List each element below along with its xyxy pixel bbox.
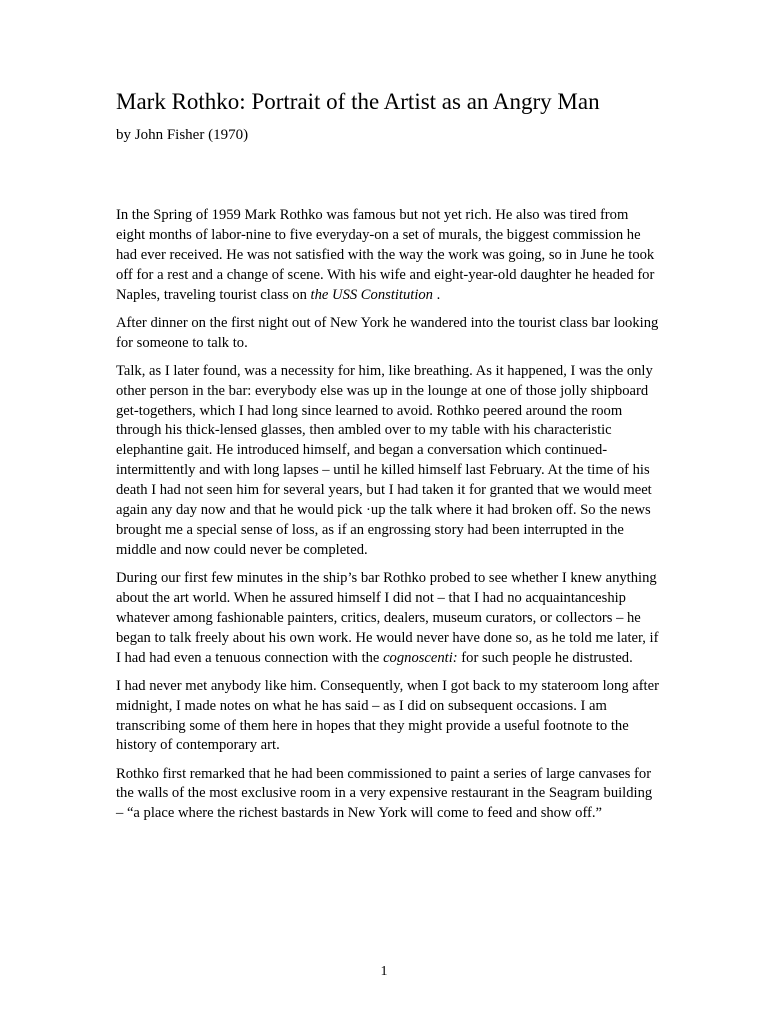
ship-name: the USS Constitution (310, 286, 433, 303)
paragraph-4-text: During our first few minutes in the ship’s bar Rothko probed to see whether I knew anything about the art world. When he assured himself I did not – that I had no acquaintanceship whatever among fashionable painters, critics, dealers, museum curators, or collectors – he began to talk freely about his own work. He would never have done so, as he told me later, if I had had even a tenuous connection with the (116, 569, 659, 666)
paragraph-6: Rothko first remarked that he had been commissioned to paint a series of large canvases for the walls of the most exclusive room in a very expensive restaurant in the Seagram building – “a place where the richest bastards in New York will come to feed and show off.” (116, 765, 653, 822)
paragraph-3: Talk, as I later found, was a necessity for him, like breathing. As it happened, I was the only other person in the bar: everybody else was up in the lounge at one of those jolly shipboard get-togethers, which I had long since learned to avoid. Rothko peered around the room through his thick-lensed glasses, then ambled over to my table with his characteristic elephantine gait. He introduced himself, and began a conversation which continued-intermittently and with long lapses – until he killed himself last February. At the time of his death I had not seen him for several years, but I had taken it for granted that we would meet again any day now and that he would pick ·up the talk where it had broken off. So the news brought me a special sense of loss, as if an engrossing story had been interrupted in the middle and now could never be completed. (116, 362, 653, 558)
document-byline: by John Fisher (1970) (116, 127, 249, 143)
paragraph-1-text: In the Spring of 1959 Mark Rothko was famous but not yet rich. He also was tired from eight months of labor-nine to five everyday-on a set of murals, the biggest commission he had ever received. He was not satisfied with the way the work was going, so in June he took off for a rest and a change of scene. With his wife and eight-year-old daughter he headed for Naples, traveling tourist class on (116, 207, 655, 303)
cognoscenti-term: cognoscenti: (383, 649, 458, 666)
paragraph-2: After dinner on the first night out of New York he wandered into the tourist class bar looking for someone to talk to. (116, 314, 659, 351)
document-body (116, 206, 660, 832)
paragraph-5: I had never met anybody like him. Consequently, when I got back to my stateroom long after midnight, I made notes on what he has said – as I did on subsequent occasions. I am transcribing some of them here in hopes that they might provide a useful footnote to the history of contemporary art. (116, 677, 659, 754)
paragraph-4-ending: for such people he distrusted. (457, 649, 633, 666)
document-title: Mark Rothko: Portrait of the Artist as an Angry Man (116, 89, 600, 114)
paragraph-4 (116, 569, 660, 669)
paragraph-1 (116, 206, 660, 306)
paragraph-1-ending: . (432, 286, 441, 303)
page-number: 1 (380, 964, 388, 979)
